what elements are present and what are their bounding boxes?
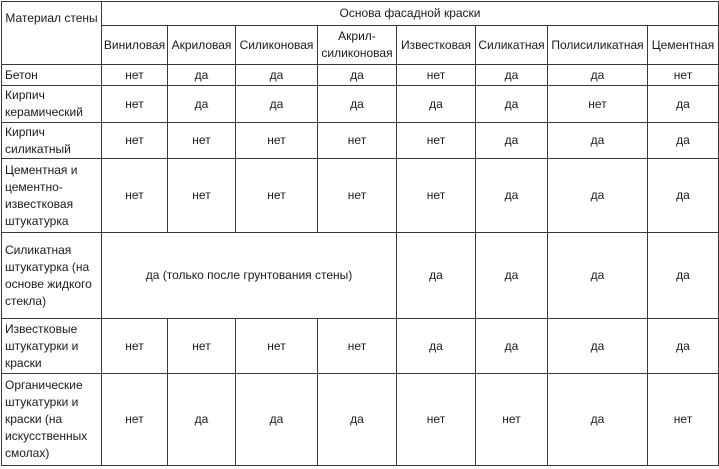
table-cell: нет	[102, 65, 168, 86]
table-cell: нет	[102, 374, 168, 466]
table-row	[2, 233, 719, 319]
table-row	[2, 65, 719, 86]
corner-header: Материал стены	[2, 2, 102, 65]
table-cell: нет	[102, 86, 168, 123]
table-cell: да	[548, 374, 648, 466]
paint-compatibility-table	[1, 1, 719, 466]
column-header-acrylic: Акриловая	[168, 26, 236, 65]
table-cell: нет	[102, 159, 168, 233]
column-header-cement: Цементная	[648, 26, 719, 65]
table-cell: да	[168, 374, 236, 466]
row-header: Бетон	[2, 65, 102, 86]
row-header: Кирпич керамический	[2, 86, 102, 123]
table-row	[2, 374, 719, 466]
table-cell: да	[318, 86, 397, 123]
row-header: Цементная и цементно-известковая штукатурка	[2, 159, 102, 233]
table-cell: да	[397, 86, 476, 123]
table-cell: да	[648, 319, 719, 374]
table-cell: нет	[236, 319, 318, 374]
row-header: Известковые штукатурки и краски	[2, 319, 102, 374]
table-cell: нет	[168, 123, 236, 159]
row-header: Кирпич силикатный	[2, 123, 102, 159]
table-cell: да	[318, 374, 397, 466]
table-cell: нет	[397, 65, 476, 86]
table-cell: нет	[168, 159, 236, 233]
table-cell: нет	[168, 319, 236, 374]
table-cell: да	[648, 233, 719, 319]
table-cell: да	[548, 123, 648, 159]
row-header: Органические штукатурки и краски (на искусственных смолах)	[2, 374, 102, 466]
table-cell: нет	[397, 374, 476, 466]
table-row	[2, 123, 719, 159]
merged-table-cell: да (только после грунтования стены)	[102, 233, 397, 319]
table-cell: нет	[236, 159, 318, 233]
table-cell: да	[476, 65, 548, 86]
table-row	[2, 159, 719, 233]
table-cell: да	[397, 319, 476, 374]
table-row	[2, 319, 719, 374]
table-cell: да	[168, 86, 236, 123]
group-header: Основа фасадной краски	[102, 2, 719, 26]
table-cell: нет	[318, 159, 397, 233]
table-cell: да	[648, 123, 719, 159]
table-cell: да	[236, 65, 318, 86]
table-cell: да	[648, 86, 719, 123]
table-cell: нет	[648, 65, 719, 86]
table-cell: да	[548, 65, 648, 86]
table-cell: да	[476, 233, 548, 319]
table-cell: да	[476, 159, 548, 233]
table-cell: нет	[102, 123, 168, 159]
row-header: Силикатная штукатурка (на основе жидкого стекла)	[2, 233, 102, 319]
table-cell: да	[318, 65, 397, 86]
table-cell: да	[548, 159, 648, 233]
table-cell: нет	[236, 123, 318, 159]
column-header-acrylic-silicone: Акрил-силиконовая	[318, 26, 397, 65]
table-cell: нет	[397, 123, 476, 159]
table-cell: нет	[397, 159, 476, 233]
table-cell: нет	[648, 374, 719, 466]
table-cell: нет	[102, 319, 168, 374]
column-header-vinyl: Виниловая	[102, 26, 168, 65]
column-header-silicone: Силиконовая	[236, 26, 318, 65]
table-cell: да	[476, 319, 548, 374]
table-cell: да	[236, 374, 318, 466]
table-cell: да	[236, 86, 318, 123]
column-header-lime: Известковая	[397, 26, 476, 65]
table-cell: да	[397, 233, 476, 319]
column-header-polysilicate: Полисиликатная	[548, 26, 648, 65]
table-cell: да	[548, 233, 648, 319]
table-cell: нет	[548, 86, 648, 123]
table-cell: нет	[318, 123, 397, 159]
table-cell: да	[168, 65, 236, 86]
table-cell: нет	[476, 374, 548, 466]
table-cell: нет	[318, 319, 397, 374]
column-header-silicate: Силикатная	[476, 26, 548, 65]
table-cell: да	[476, 123, 548, 159]
table-cell: да	[476, 86, 548, 123]
table-cell: да	[548, 319, 648, 374]
table-cell: да	[648, 159, 719, 233]
table-row	[2, 86, 719, 123]
